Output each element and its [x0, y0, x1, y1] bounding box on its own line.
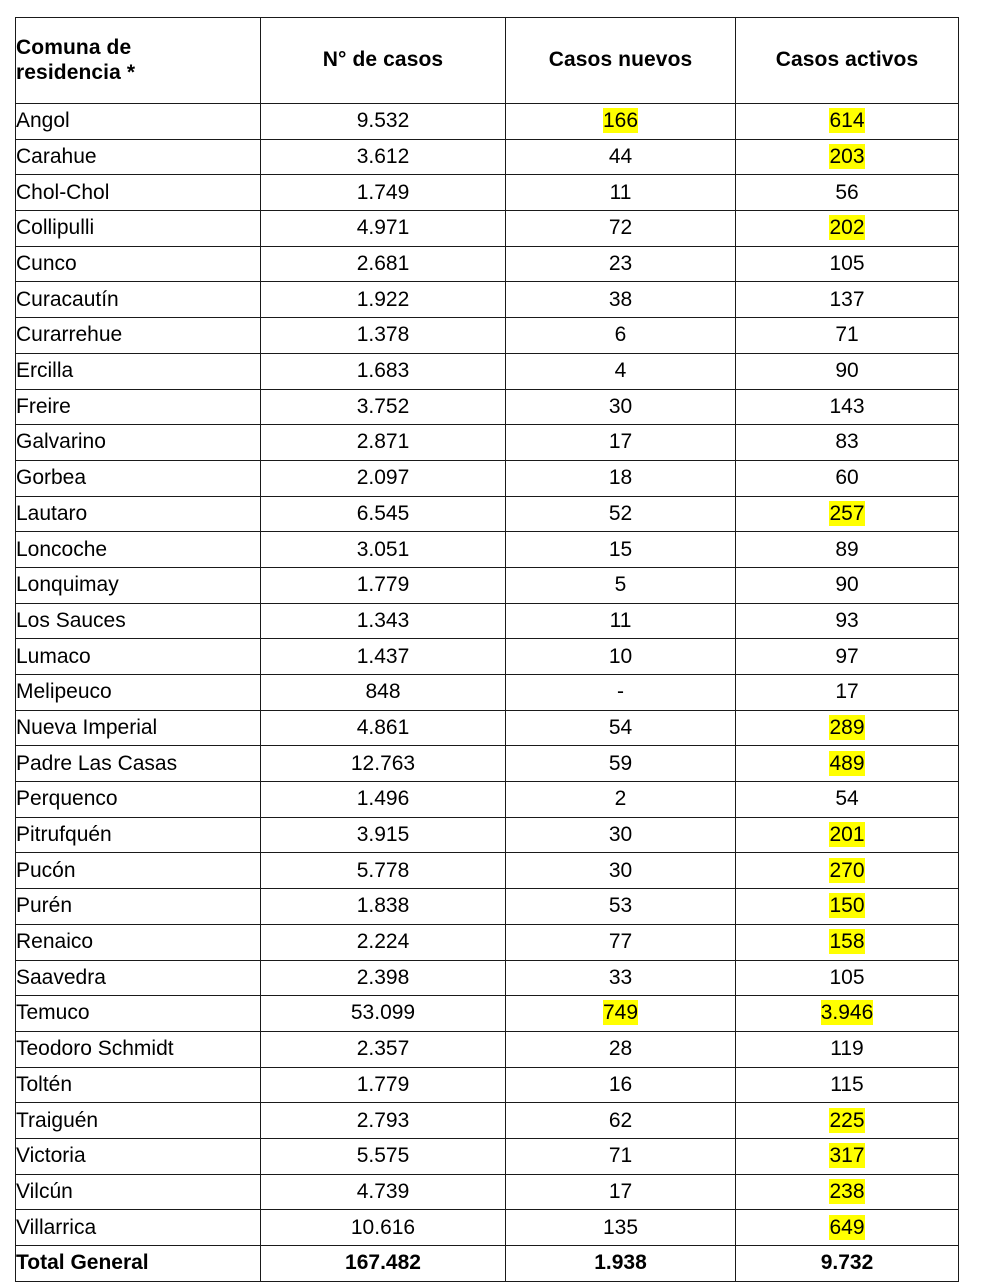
highlight-mark: 270 — [829, 858, 865, 882]
highlight-mark: 749 — [602, 1001, 639, 1025]
cell-casos-nuevos: 23 — [506, 246, 736, 282]
cell-casos-activos: 105 — [736, 960, 959, 996]
cell-casos-nuevos: 44 — [506, 139, 736, 175]
cell-comuna: Teodoro Schmidt — [16, 1031, 261, 1067]
table-row — [16, 817, 959, 853]
table-row — [16, 710, 959, 746]
highlight-mark: 202 — [829, 216, 865, 240]
cell-n-de-casos: 3.612 — [261, 139, 506, 175]
cell-casos-nuevos: 6 — [506, 318, 736, 354]
cell-n-de-casos: 6.545 — [261, 496, 506, 532]
column-header-comuna-line1: Comuna de — [16, 36, 132, 60]
cell-n-de-casos: 4.861 — [261, 710, 506, 746]
highlight-mark: 257 — [829, 501, 865, 525]
header-row — [16, 18, 959, 104]
table-row — [16, 853, 959, 889]
cell-casos-activos: 60 — [736, 460, 959, 496]
cell-comuna: Temuco — [16, 996, 261, 1032]
cell-casos-activos: 17 — [736, 675, 959, 711]
cell-casos-activos — [736, 746, 959, 782]
cell-n-de-casos: 1.343 — [261, 603, 506, 639]
cell-casos-activos — [736, 104, 959, 140]
cell-n-de-casos: 12.763 — [261, 746, 506, 782]
cell-comuna: Victoria — [16, 1138, 261, 1174]
cell-casos-activos — [736, 889, 959, 925]
cell-casos-nuevos: 30 — [506, 853, 736, 889]
cell-comuna: Carahue — [16, 139, 261, 175]
cell-casos-activos — [736, 211, 959, 247]
cell-n-de-casos: 53.099 — [261, 996, 506, 1032]
cell-casos-activos — [736, 1210, 959, 1246]
cell-casos-activos — [736, 1138, 959, 1174]
table-row — [16, 104, 959, 140]
highlight-mark: 489 — [829, 751, 865, 775]
cell-casos-nuevos: 38 — [506, 282, 736, 318]
column-header-casos-activos: Casos activos — [736, 18, 959, 104]
cell-n-de-casos: 1.922 — [261, 282, 506, 318]
table-row — [16, 175, 959, 211]
cell-n-de-casos: 3.051 — [261, 532, 506, 568]
cell-comuna: Pucón — [16, 853, 261, 889]
cell-casos-nuevos: 30 — [506, 389, 736, 425]
table-row — [16, 1174, 959, 1210]
cell-total-n-de-casos: 167.482 — [261, 1246, 506, 1282]
cell-comuna: Freire — [16, 389, 261, 425]
cell-n-de-casos: 1.749 — [261, 175, 506, 211]
cell-casos-activos — [736, 139, 959, 175]
cell-casos-activos: 97 — [736, 639, 959, 675]
table-row — [16, 1138, 959, 1174]
highlight-mark: 150 — [829, 894, 865, 918]
cell-n-de-casos: 5.778 — [261, 853, 506, 889]
table-row — [16, 318, 959, 354]
cell-casos-nuevos: 11 — [506, 603, 736, 639]
cell-casos-nuevos: 52 — [506, 496, 736, 532]
cell-n-de-casos: 1.779 — [261, 1067, 506, 1103]
cell-casos-activos: 71 — [736, 318, 959, 354]
table-row — [16, 1067, 959, 1103]
cell-comuna: Chol-Chol — [16, 175, 261, 211]
column-header-comuna-line2: residencia * — [16, 60, 136, 84]
highlight-mark: 614 — [829, 109, 865, 133]
cell-comuna: Vilcún — [16, 1174, 261, 1210]
cell-casos-nuevos: 5 — [506, 567, 736, 603]
table-row — [16, 282, 959, 318]
cell-casos-nuevos — [506, 104, 736, 140]
cell-comuna: Galvarino — [16, 425, 261, 461]
cell-n-de-casos: 2.871 — [261, 425, 506, 461]
table-row — [16, 496, 959, 532]
cell-casos-activos: 54 — [736, 782, 959, 818]
table-row — [16, 782, 959, 818]
highlight-mark: 317 — [829, 1144, 865, 1168]
cell-casos-activos: 105 — [736, 246, 959, 282]
cell-n-de-casos: 4.739 — [261, 1174, 506, 1210]
cell-n-de-casos: 848 — [261, 675, 506, 711]
highlight-mark: 158 — [829, 930, 865, 954]
table-row — [16, 639, 959, 675]
total-row — [16, 1246, 959, 1282]
cell-casos-nuevos: 59 — [506, 746, 736, 782]
cell-casos-nuevos: 30 — [506, 817, 736, 853]
cell-casos-nuevos: 62 — [506, 1103, 736, 1139]
cell-comuna: Purén — [16, 889, 261, 925]
cell-n-de-casos: 2.097 — [261, 460, 506, 496]
cell-comuna: Traiguén — [16, 1103, 261, 1139]
cell-n-de-casos: 4.971 — [261, 211, 506, 247]
cell-casos-nuevos: - — [506, 675, 736, 711]
cell-comuna: Renaico — [16, 924, 261, 960]
cell-n-de-casos: 1.378 — [261, 318, 506, 354]
highlight-mark: 3.946 — [820, 1001, 874, 1025]
table-row — [16, 675, 959, 711]
table-row — [16, 532, 959, 568]
cell-n-de-casos: 2.398 — [261, 960, 506, 996]
table-row — [16, 996, 959, 1032]
highlight-mark: 289 — [829, 715, 865, 739]
cell-comuna: Melipeuco — [16, 675, 261, 711]
cell-casos-nuevos: 17 — [506, 1174, 736, 1210]
cell-comuna: Villarrica — [16, 1210, 261, 1246]
cell-n-de-casos: 1.683 — [261, 353, 506, 389]
cell-casos-activos — [736, 996, 959, 1032]
table-row — [16, 889, 959, 925]
cell-comuna: Lonquimay — [16, 567, 261, 603]
cell-n-de-casos: 5.575 — [261, 1138, 506, 1174]
cell-casos-nuevos: 17 — [506, 425, 736, 461]
cell-casos-activos: 119 — [736, 1031, 959, 1067]
cell-casos-activos — [736, 1174, 959, 1210]
cell-casos-activos: 93 — [736, 603, 959, 639]
cell-total-label: Total General — [16, 1246, 261, 1282]
cell-comuna: Pitrufquén — [16, 817, 261, 853]
table-row — [16, 1103, 959, 1139]
cell-casos-nuevos: 2 — [506, 782, 736, 818]
cell-comuna: Toltén — [16, 1067, 261, 1103]
cell-comuna: Collipulli — [16, 211, 261, 247]
table-row — [16, 1031, 959, 1067]
cell-n-de-casos: 2.793 — [261, 1103, 506, 1139]
table-row — [16, 353, 959, 389]
cell-casos-activos: 56 — [736, 175, 959, 211]
highlight-mark: 203 — [829, 144, 865, 168]
cell-comuna: Padre Las Casas — [16, 746, 261, 782]
cell-casos-nuevos: 135 — [506, 1210, 736, 1246]
cell-n-de-casos: 9.532 — [261, 104, 506, 140]
cell-comuna: Angol — [16, 104, 261, 140]
highlight-mark: 238 — [829, 1179, 865, 1203]
table-row — [16, 246, 959, 282]
cell-n-de-casos: 1.779 — [261, 567, 506, 603]
cell-comuna: Nueva Imperial — [16, 710, 261, 746]
cell-casos-nuevos: 77 — [506, 924, 736, 960]
cell-n-de-casos: 10.616 — [261, 1210, 506, 1246]
cell-comuna: Los Sauces — [16, 603, 261, 639]
cell-casos-nuevos: 11 — [506, 175, 736, 211]
cell-n-de-casos: 3.915 — [261, 817, 506, 853]
cell-total-casos-activos: 9.732 — [736, 1246, 959, 1282]
table-row — [16, 389, 959, 425]
table-row — [16, 460, 959, 496]
highlight-mark: 166 — [602, 109, 639, 133]
cell-n-de-casos: 2.681 — [261, 246, 506, 282]
cell-comuna: Perquenco — [16, 782, 261, 818]
cell-comuna: Saavedra — [16, 960, 261, 996]
table-body — [16, 104, 959, 1282]
cell-casos-activos — [736, 710, 959, 746]
cell-casos-activos: 90 — [736, 567, 959, 603]
cell-comuna: Curacautín — [16, 282, 261, 318]
highlight-mark: 649 — [829, 1215, 865, 1239]
table-header — [16, 18, 959, 104]
cell-casos-nuevos: 28 — [506, 1031, 736, 1067]
table-row — [16, 924, 959, 960]
cell-n-de-casos: 1.496 — [261, 782, 506, 818]
cell-casos-activos: 83 — [736, 425, 959, 461]
table-row — [16, 567, 959, 603]
table-row — [16, 746, 959, 782]
cell-casos-activos: 115 — [736, 1067, 959, 1103]
cell-total-casos-nuevos: 1.938 — [506, 1246, 736, 1282]
cases-by-commune-table — [15, 17, 959, 1282]
table-row — [16, 960, 959, 996]
cell-comuna: Curarrehue — [16, 318, 261, 354]
cell-casos-nuevos: 71 — [506, 1138, 736, 1174]
cell-casos-nuevos: 15 — [506, 532, 736, 568]
cell-casos-nuevos: 10 — [506, 639, 736, 675]
cell-casos-activos — [736, 924, 959, 960]
cell-casos-activos — [736, 817, 959, 853]
cell-casos-nuevos: 33 — [506, 960, 736, 996]
column-header-comuna — [16, 18, 261, 104]
cell-casos-activos — [736, 1103, 959, 1139]
cell-casos-activos: 137 — [736, 282, 959, 318]
cases-table-container — [15, 17, 958, 1282]
cell-n-de-casos: 1.437 — [261, 639, 506, 675]
cell-casos-activos: 90 — [736, 353, 959, 389]
cell-comuna: Cunco — [16, 246, 261, 282]
cell-casos-nuevos: 54 — [506, 710, 736, 746]
cell-comuna: Lumaco — [16, 639, 261, 675]
column-header-casos-nuevos: Casos nuevos — [506, 18, 736, 104]
column-header-n-de-casos: N° de casos — [261, 18, 506, 104]
cell-casos-nuevos: 53 — [506, 889, 736, 925]
cell-n-de-casos: 2.224 — [261, 924, 506, 960]
cell-casos-nuevos: 4 — [506, 353, 736, 389]
cell-comuna: Loncoche — [16, 532, 261, 568]
cell-comuna: Lautaro — [16, 496, 261, 532]
cell-casos-activos — [736, 853, 959, 889]
cell-casos-nuevos: 18 — [506, 460, 736, 496]
table-row — [16, 139, 959, 175]
table-row — [16, 425, 959, 461]
cell-casos-nuevos: 16 — [506, 1067, 736, 1103]
table-row — [16, 1210, 959, 1246]
cell-n-de-casos: 3.752 — [261, 389, 506, 425]
table-row — [16, 603, 959, 639]
table-row — [16, 211, 959, 247]
cell-casos-activos: 143 — [736, 389, 959, 425]
cell-n-de-casos: 2.357 — [261, 1031, 506, 1067]
cell-casos-nuevos: 72 — [506, 211, 736, 247]
cell-comuna: Gorbea — [16, 460, 261, 496]
cell-casos-nuevos — [506, 996, 736, 1032]
cell-comuna: Ercilla — [16, 353, 261, 389]
cell-casos-activos — [736, 496, 959, 532]
highlight-mark: 225 — [829, 1108, 865, 1132]
cell-n-de-casos: 1.838 — [261, 889, 506, 925]
highlight-mark: 201 — [829, 823, 865, 847]
cell-casos-activos: 89 — [736, 532, 959, 568]
